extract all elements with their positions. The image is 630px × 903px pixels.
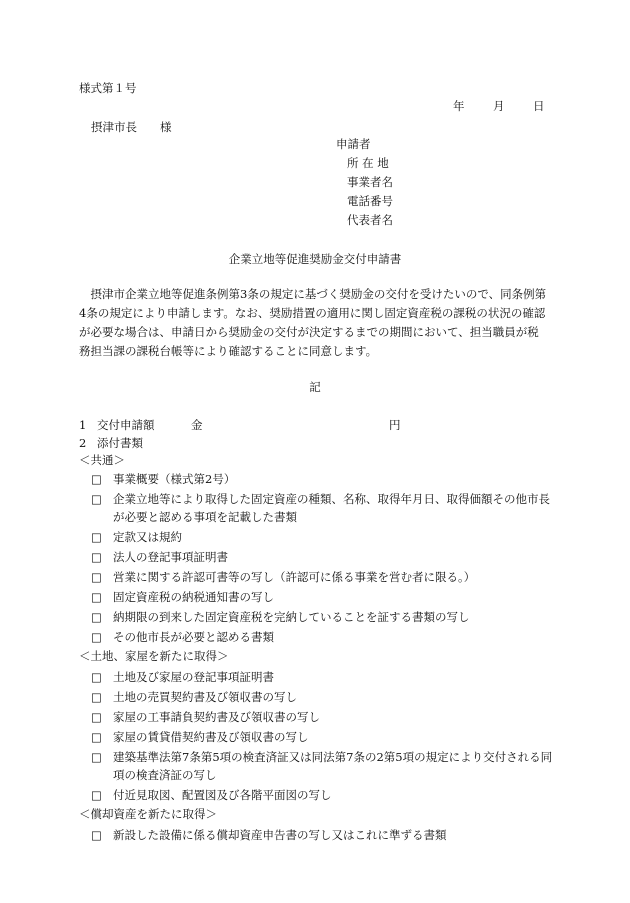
checkbox[interactable]: □ [91,710,102,724]
document-title: 企業立地等促進奨励金交付申請書 [228,252,402,266]
amount-number: 1 [79,418,87,432]
checkbox[interactable]: □ [91,570,102,584]
list-item: □ 土地及び家屋の登記事項証明書 [91,670,274,684]
amount-unit: 円 [389,418,401,432]
list-item: □ 企業立地等により取得した固定資産の種類、名称、取得年月日、取得価額その他市長が必要と認める事項を記載した書類 [91,492,550,524]
checkbox[interactable]: □ [91,690,102,704]
attachments-number: 2 [79,436,87,450]
applicant-block [336,136,393,231]
checkbox[interactable]: □ [91,492,102,506]
date-line [453,98,545,114]
checkbox[interactable]: □ [91,788,102,802]
checkbox[interactable]: □ [91,670,102,684]
section-heading-common: ＜共通＞ [79,453,125,467]
list-item: □ 家屋の賃貸借契約書及び領収書の写し [91,730,309,744]
form-number: 様式第１号 [79,81,137,95]
checkbox[interactable]: □ [91,472,102,486]
ki-heading: 記 [309,380,321,394]
list-item: □ 家屋の工事請負契約書及び領収書の写し [91,710,320,724]
list-item: □ その他市長が必要と認める書類 [91,630,274,644]
list-item: □ 土地の売買契約書及び領収書の写し [91,690,297,704]
addressee: 摂津市長 様 [91,120,172,134]
attachment-list [79,452,559,844]
body-text [79,285,549,361]
list-item: □ 付近見取図、配置図及び各階平面図の写し [91,788,332,802]
section-heading-depreciable-assets: ＜償却資産を新たに取得＞ [79,807,217,821]
checkbox[interactable]: □ [91,630,102,644]
date-month: 月 [493,99,505,113]
body-paragraph: 摂津市企業立地等促進条例第3条の規定に基づく奨励金の交付を受けたいので、同条例第4条の規定により申請します。なお、奨励措置の適用に関し固定資産税の課税の状況の確認が必要な場合は、申請日から奨励金の交付が決定するまでの期間において、担当職員が税務担当課の課税台帳等により確認することに同意します。 [79,287,547,358]
applicant-label: 申請者 [336,137,371,151]
applicant-field-representative: 代表者名 [347,213,393,227]
checkbox[interactable]: □ [91,530,102,544]
amount-prefix: 金 [191,418,203,432]
amount-line [79,417,401,433]
list-item: □ 固定資産税の納税通知書の写し [91,590,274,604]
applicant-field-company: 事業者名 [347,175,393,189]
attachments-label: 添付書類 [97,436,143,450]
list-item: □ 新設した設備に係る償却資産申告書の写し又はこれに準ずる書類 [91,828,447,842]
list-item: □ 定款又は規約 [91,530,182,544]
checkbox[interactable]: □ [91,610,102,624]
applicant-field-phone: 電話番号 [347,194,393,208]
date-year: 年 [453,99,465,113]
section-heading-land-building: ＜土地、家屋を新たに取得＞ [79,649,229,663]
checkbox[interactable]: □ [91,730,102,744]
checkbox[interactable]: □ [91,550,102,564]
amount-label: 交付申請額 [97,418,155,432]
checkbox[interactable]: □ [91,828,102,842]
list-item: □ 法人の登記事項証明書 [91,550,228,564]
checkbox[interactable]: □ [91,590,102,604]
list-item: □ 建築基準法第7条第5項の検査済証又は同法第7条の2第5項の規定により交付される同項の検査済証の写し [91,750,553,782]
list-item: □ 事業概要（様式第2号） [91,472,236,486]
checkbox[interactable]: □ [91,750,102,764]
applicant-field-address: 所 在 地 [347,156,389,170]
list-item: □ 納期限の到来した固定資産税を完納していることを証する書類の写し [91,610,470,624]
attachments-heading [79,435,143,451]
date-day: 日 [533,99,545,113]
list-item: □ 営業に関する許認可書等の写し（許認可に係る事業を営む者に限る。） [91,570,476,584]
